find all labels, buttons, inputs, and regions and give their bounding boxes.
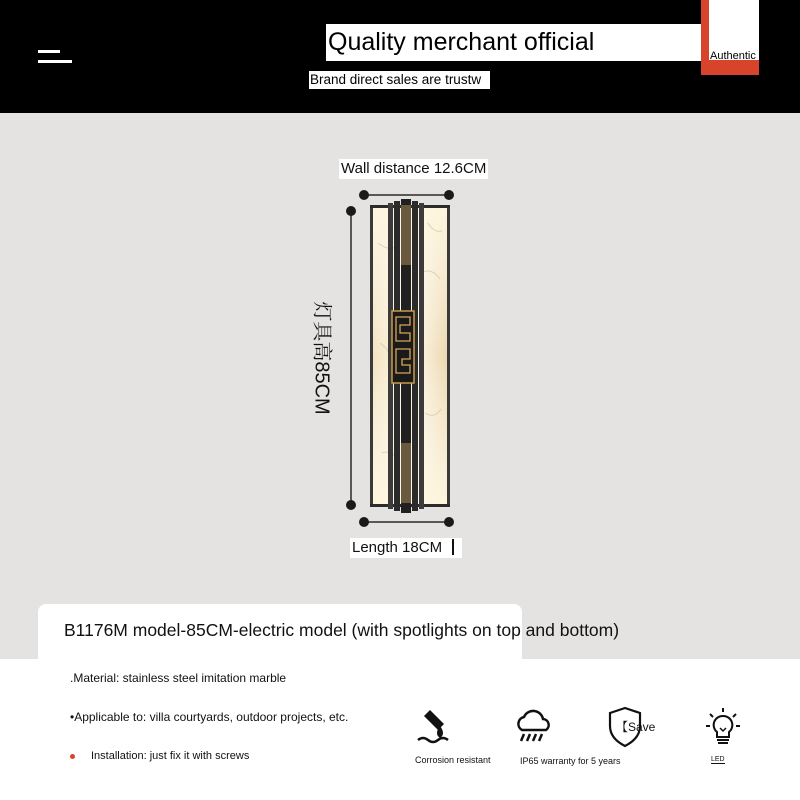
material-spec: .Material: stainless steel imitation marble	[70, 671, 287, 685]
wall-distance-label: Wall distance 12.6CM	[341, 160, 487, 177]
menu-icon[interactable]	[38, 50, 72, 64]
save-label: 【Save	[616, 720, 656, 734]
page-subtitle: Brand direct sales are trustw	[309, 71, 490, 89]
applicable-spec: •Applicable to: villa courtyards, outdoor projects, etc.	[70, 710, 349, 724]
ip65-warranty-label: IP65 warranty for 5 years	[520, 756, 621, 766]
bullet-dot	[70, 754, 75, 759]
authentic-badge-text: Authentic	[710, 50, 756, 62]
installation-spec: Installation: just fix it with screws	[91, 750, 250, 762]
wall-lamp-image	[370, 199, 450, 513]
text-cursor	[452, 539, 454, 555]
product-image-area	[0, 113, 800, 659]
light-bulb-icon	[703, 706, 743, 750]
led-label: LED	[711, 756, 725, 763]
lamp-dimension-diagram	[0, 113, 800, 659]
length-label-box	[350, 538, 462, 558]
authentic-badge	[701, 0, 759, 75]
height-label-box	[294, 285, 354, 431]
rain-cloud-icon	[514, 708, 554, 744]
corrosion-resistant-icon	[416, 706, 456, 746]
height-label: 灯具高85CM	[310, 301, 333, 415]
corrosion-resistant-label: Corrosion resistant	[415, 755, 491, 765]
model-title: B1176M model-85CM-electric model (with spotlights on top and bottom)	[64, 620, 620, 640]
page-title: Quality merchant official	[326, 24, 748, 61]
header-bar	[0, 0, 800, 113]
length-label: Length 18CM	[352, 539, 443, 556]
